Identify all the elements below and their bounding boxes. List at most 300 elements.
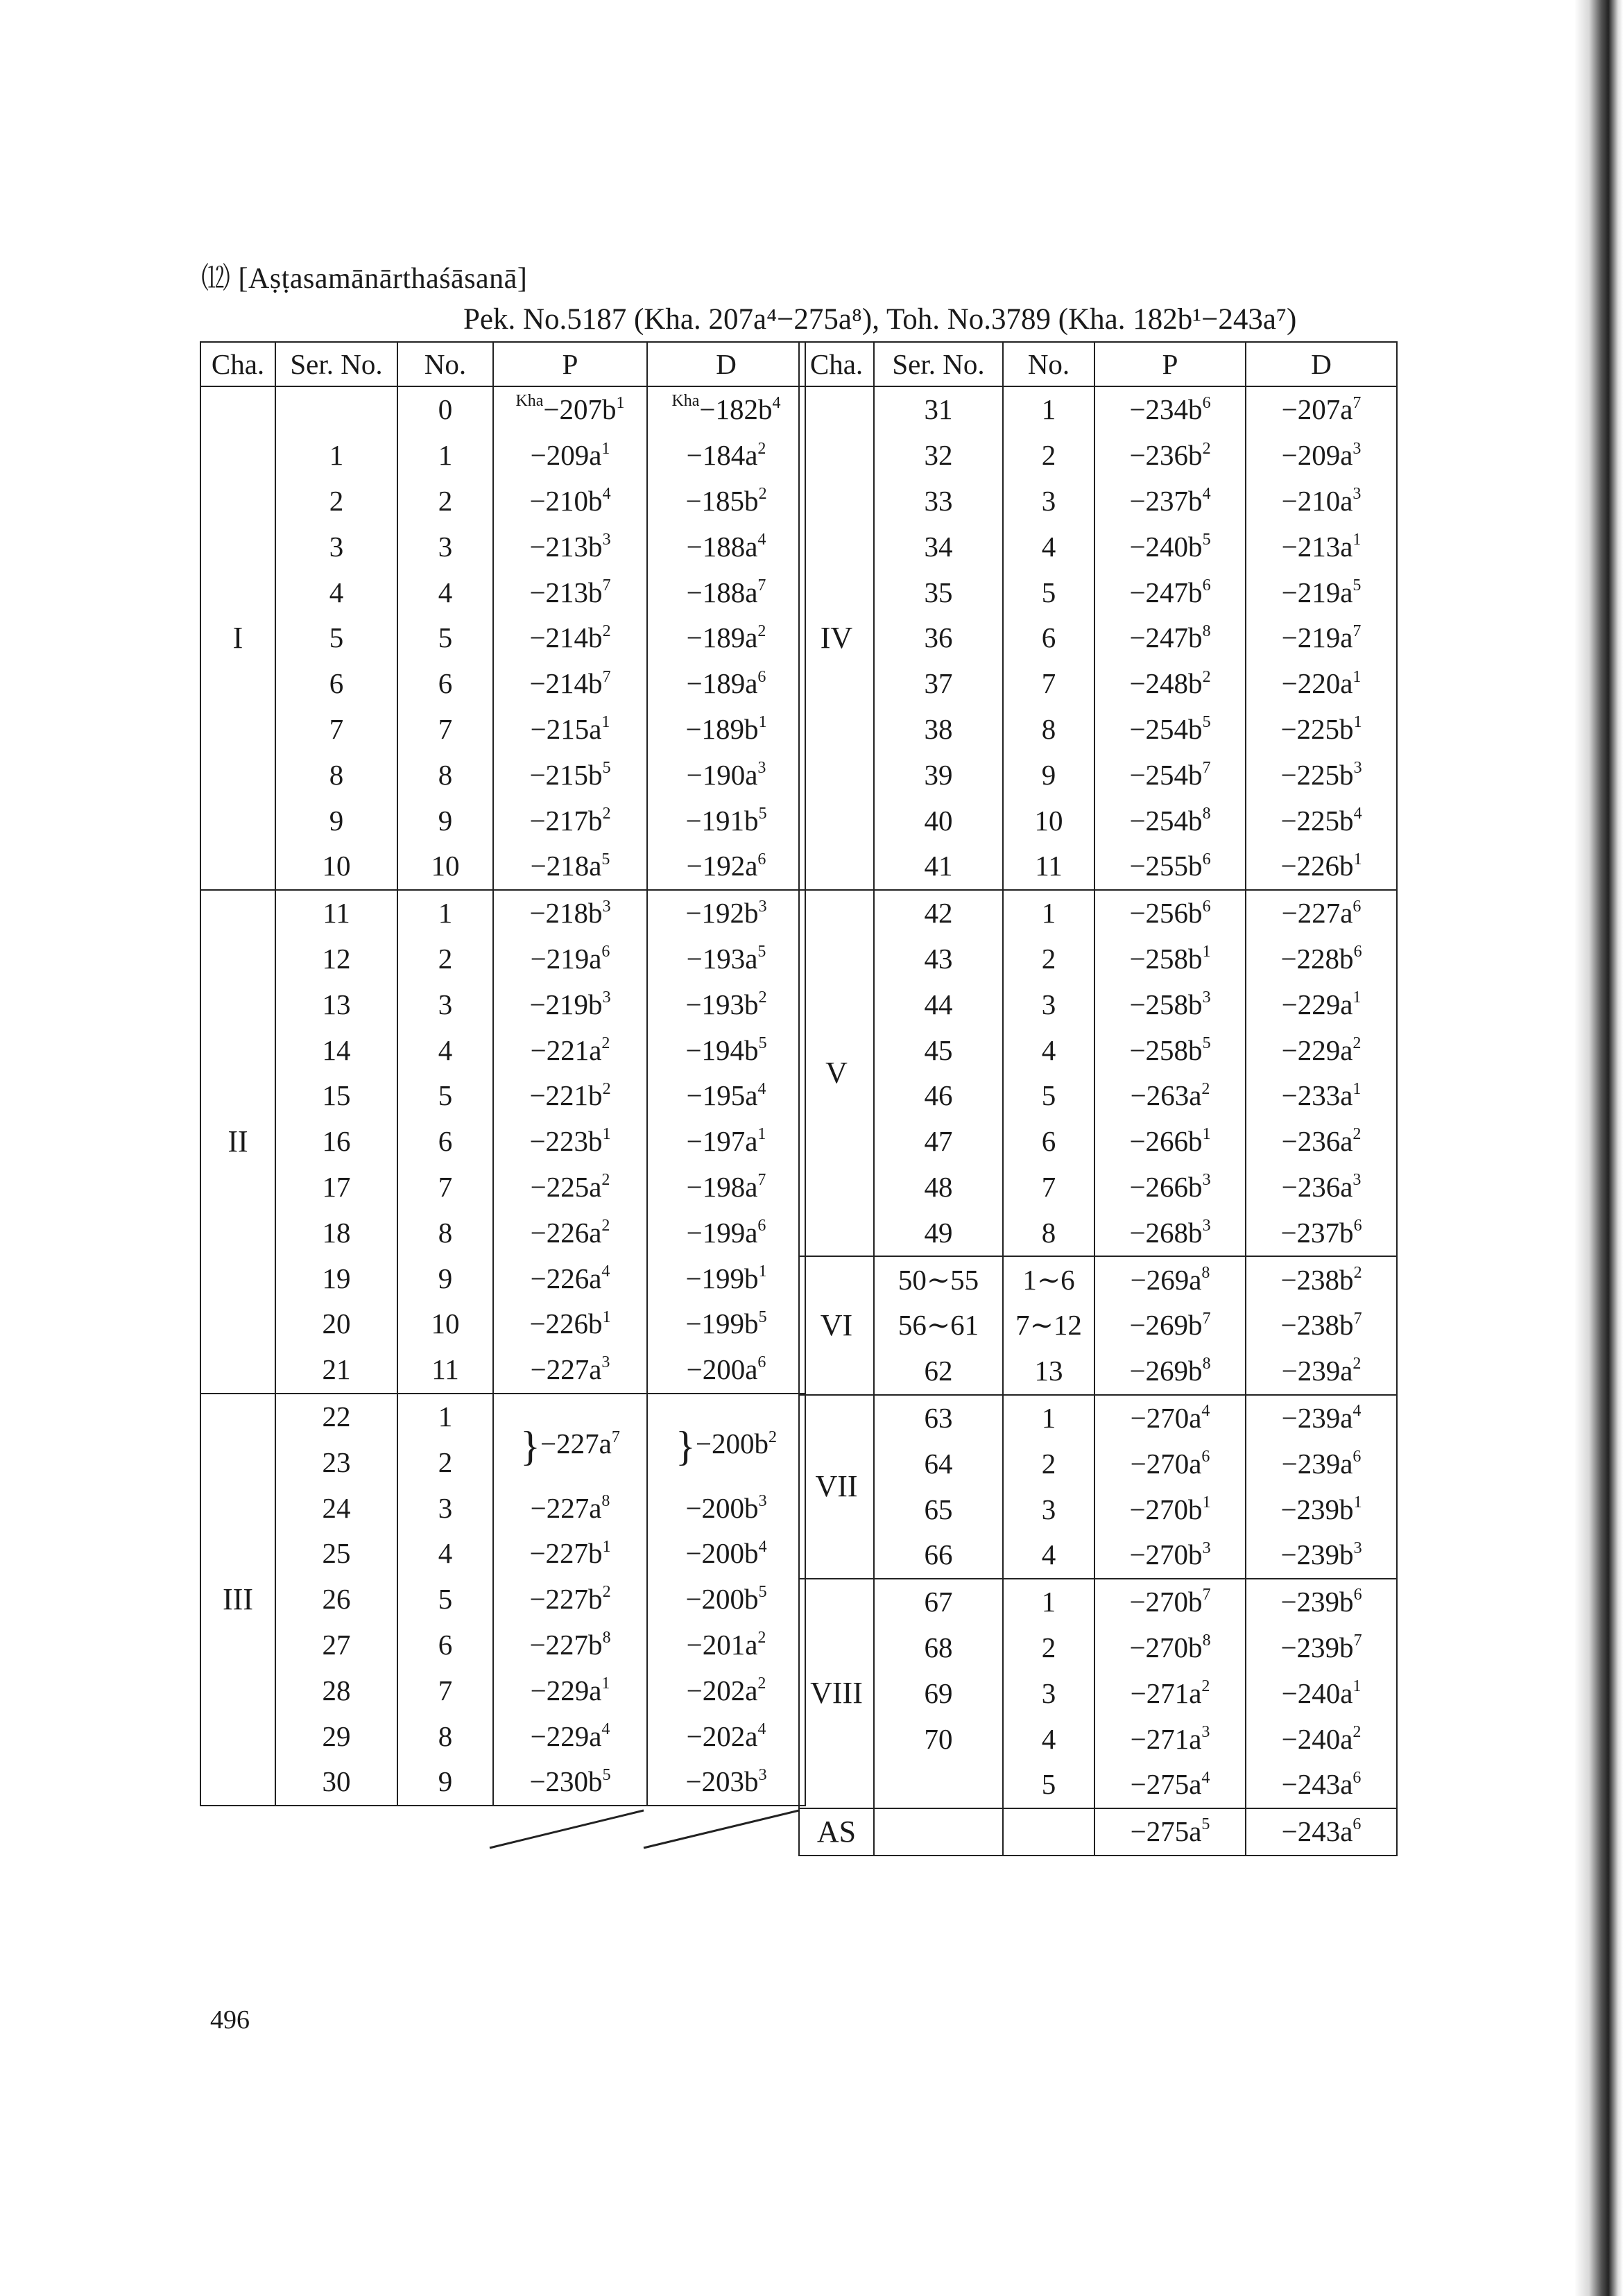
folio-line-superscript: 3 <box>1202 1217 1211 1235</box>
p-ref-cell: $-248b^2$ <box>1094 661 1246 707</box>
ser-no-cell: 49 <box>874 1210 1003 1256</box>
d-ref-cell: $-202a^4$ <box>647 1713 805 1759</box>
no-cell: 1 <box>1003 890 1094 936</box>
folio-line-superscript: 5 <box>1352 576 1362 594</box>
d-ref-cell: $-192b^3$ <box>647 890 805 936</box>
no-cell: 1 <box>1003 386 1094 433</box>
d-ref-cell: $-237b^6$ <box>1246 1210 1397 1256</box>
folio-line-superscript: 4 <box>601 1720 610 1738</box>
folio-line-superscript: 6 <box>1201 1448 1210 1466</box>
folio-line-superscript: 2 <box>601 1217 610 1235</box>
col-header-no: No. <box>1003 342 1094 386</box>
folio-line-superscript: 1 <box>758 1262 767 1280</box>
folio-line-superscript: 3 <box>1201 1722 1210 1741</box>
no-cell: 1 <box>397 1394 493 1440</box>
folio-line-superscript: 1 <box>1352 1677 1362 1696</box>
p-ref-cell: $-275a^4$ <box>1094 1762 1246 1808</box>
d-ref-cell: $-200a^6$ <box>647 1347 805 1394</box>
no-cell: 3 <box>1003 1670 1094 1716</box>
no-cell: 3 <box>397 982 493 1027</box>
p-ref-cell: $-258b^1$ <box>1094 936 1246 982</box>
d-ref-cell: $-209a^3$ <box>1246 433 1397 479</box>
folio-line-superscript: 1 <box>1352 531 1362 549</box>
d-ref-cell: $-239a^4$ <box>1246 1395 1397 1441</box>
chapter-cell: VIII <box>799 1579 874 1808</box>
folio-line-superscript: 5 <box>1202 713 1211 732</box>
folio-line-superscript: 6 <box>757 850 766 868</box>
d-ref-value: $-182b^4$ <box>699 393 781 426</box>
p-ref-cell: $-255b^6$ <box>1094 843 1246 890</box>
d-ref-cell: $-202a^2$ <box>647 1668 805 1713</box>
folio-line-superscript: 5 <box>602 1765 611 1784</box>
ser-no-cell: 27 <box>275 1622 397 1668</box>
no-cell: 6 <box>1003 1119 1094 1165</box>
no-cell: 5 <box>397 615 493 661</box>
p-ref-cell: $-256b^6$ <box>1094 890 1246 936</box>
ser-no-cell: 40 <box>874 798 1003 843</box>
folio-line-superscript: 2 <box>1352 1125 1362 1144</box>
p-ref-cell: $-219b^3$ <box>493 982 647 1027</box>
p-ref-cell: $-226b^1$ <box>493 1301 647 1347</box>
p-ref-cell: $-221b^2$ <box>493 1073 647 1119</box>
ser-no-cell: 15 <box>275 1073 397 1119</box>
ser-no-cell: 42 <box>874 890 1003 936</box>
table-subheading: Pek. No.5187 (Kha. 207a⁴−275a⁸), Toh. No.3789 (Kha. 182b¹−243a⁷) <box>463 303 1297 336</box>
ser-no-cell: 38 <box>874 707 1003 753</box>
p-ref-cell: $-219a^6$ <box>493 936 647 982</box>
d-ref-cell: $-192a^6$ <box>647 843 805 890</box>
d-ref-cell: $-199b^1$ <box>647 1256 805 1301</box>
folio-line-superscript: 5 <box>757 943 766 961</box>
ser-no-cell: 41 <box>874 843 1003 890</box>
folio-line-superscript: 2 <box>1202 667 1211 686</box>
ser-no-cell: 4 <box>275 569 397 615</box>
folio-line-superscript: 2 <box>758 485 767 504</box>
d-ref-cell: $-238b^7$ <box>1246 1303 1397 1348</box>
d-ref-cell: $-190a^3$ <box>647 752 805 798</box>
folio-line-superscript: 1 <box>1353 850 1362 868</box>
ser-no-cell: 23 <box>275 1439 397 1485</box>
folio-line-superscript: 2 <box>602 804 611 823</box>
ser-no-cell: 3 <box>275 524 397 569</box>
no-cell: 0 <box>397 386 493 433</box>
folio-line-superscript: 2 <box>757 1674 766 1693</box>
p-ref-cell: $-229a^1$ <box>493 1668 647 1713</box>
no-cell: 6 <box>397 661 493 707</box>
no-cell: 5 <box>397 1577 493 1622</box>
folio-line-superscript: 1 <box>1352 1079 1362 1098</box>
folio-line-superscript: 4 <box>1201 1768 1210 1787</box>
p-ref-cell: $-266b^1$ <box>1094 1119 1246 1165</box>
no-cell: 7 <box>397 1668 493 1713</box>
folio-line-superscript: 6 <box>1352 1448 1362 1466</box>
no-cell: 10 <box>397 1301 493 1347</box>
folio-line-superscript: 6 <box>1352 1768 1362 1787</box>
folio-line-superscript: 5 <box>1201 1815 1210 1834</box>
no-cell: 1 <box>397 433 493 479</box>
p-ref-cell: $-223b^1$ <box>493 1119 647 1165</box>
ser-no-cell: 18 <box>275 1210 397 1256</box>
no-cell: 7 <box>397 707 493 753</box>
p-ref-cell: $-213b^3$ <box>493 524 647 569</box>
d-ref-value: $-200b^2$ <box>695 1428 777 1460</box>
p-ref-cell: $-218a^5$ <box>493 843 647 890</box>
no-cell: 9 <box>397 798 493 843</box>
d-ref-cell: $-198a^7$ <box>647 1165 805 1210</box>
no-cell: 5 <box>397 1073 493 1119</box>
ser-no-cell: 70 <box>874 1716 1003 1762</box>
no-cell: 3 <box>397 524 493 569</box>
ser-no-cell: 8 <box>275 752 397 798</box>
p-ref-cell: $-268b^3$ <box>1094 1210 1246 1256</box>
p-ref-cell: $-226a^2$ <box>493 1210 647 1256</box>
col-header-d: D <box>1246 342 1397 386</box>
p-ref-cell: $-213b^7$ <box>493 569 647 615</box>
folio-line-superscript: 6 <box>1353 1217 1362 1235</box>
p-ref-cell: $-254b^5$ <box>1094 707 1246 753</box>
p-ref-cell: $-270b^1$ <box>1094 1487 1246 1532</box>
ser-no-cell: 14 <box>275 1027 397 1073</box>
d-ref-cell: $-184a^2$ <box>647 433 805 479</box>
chapter-cell: V <box>799 890 874 1256</box>
ser-no-cell: 25 <box>275 1531 397 1577</box>
p-ref-cell: $-209a^1$ <box>493 433 647 479</box>
ser-no-cell: 67 <box>874 1579 1003 1625</box>
folio-line-superscript: 1 <box>602 1537 611 1556</box>
folio-line-superscript: 7 <box>1352 622 1362 640</box>
folio-line-superscript: 6 <box>1353 1586 1362 1604</box>
col-header-p: P <box>493 342 647 386</box>
no-cell: 8 <box>397 1713 493 1759</box>
col-header-cha: Cha. <box>200 342 275 386</box>
folio-line-superscript: 7 <box>1202 759 1211 778</box>
merge-brace: } <box>676 1423 696 1470</box>
d-ref-cell: $-219a^7$ <box>1246 615 1397 661</box>
no-cell: 2 <box>397 936 493 982</box>
no-cell: 8 <box>397 1210 493 1256</box>
d-ref-cell: $-236a^3$ <box>1246 1165 1397 1210</box>
d-ref-cell: $-185b^2$ <box>647 479 805 524</box>
d-ref-cell: $-239a^6$ <box>1246 1441 1397 1487</box>
no-cell: 6 <box>397 1622 493 1668</box>
ser-no-cell: 56∼61 <box>874 1303 1003 1348</box>
folio-line-superscript: 3 <box>602 988 611 1007</box>
folio-line-superscript: 8 <box>602 1629 611 1647</box>
folio-line-superscript: 6 <box>1352 897 1362 916</box>
folio-line-superscript: 2 <box>602 1583 611 1602</box>
no-cell: 1∼6 <box>1003 1256 1094 1303</box>
folio-line-superscript: 1 <box>757 1125 766 1144</box>
no-cell: 9 <box>397 1759 493 1806</box>
folio-line-superscript: 4 <box>1202 485 1211 504</box>
folio-line-superscript: 3 <box>1352 1171 1362 1190</box>
ser-no-cell: 62 <box>874 1348 1003 1395</box>
folio-line-superscript: 4 <box>1352 1402 1362 1421</box>
chapter-cell: VI <box>799 1256 874 1394</box>
no-cell: 5 <box>1003 1762 1094 1808</box>
d-ref-cell: $-239b^6$ <box>1246 1579 1397 1625</box>
folio-line-superscript: 6 <box>757 1353 766 1372</box>
folio-line-superscript: 1 <box>616 393 625 412</box>
folio-line-superscript: 2 <box>768 1428 777 1446</box>
col-header-d: D <box>647 342 805 386</box>
folio-line-superscript: 7 <box>1352 393 1362 412</box>
folio-line-superscript: 4 <box>1201 1402 1210 1421</box>
folio-line-superscript: 3 <box>1202 1539 1211 1557</box>
no-cell: 2 <box>1003 936 1094 982</box>
folio-line-superscript: 6 <box>1353 943 1362 961</box>
p-ref-cell: $-254b^8$ <box>1094 798 1246 843</box>
folio-line-superscript: 1 <box>601 1674 610 1693</box>
p-ref-cell: $-263a^2$ <box>1094 1073 1246 1119</box>
folio-line-superscript: 6 <box>601 943 610 961</box>
folio-line-superscript: 6 <box>1202 393 1211 412</box>
p-ref-cell: $-226a^4$ <box>493 1256 647 1301</box>
folio-line-superscript: 4 <box>601 1262 610 1280</box>
p-ref-cell: $-237b^4$ <box>1094 479 1246 524</box>
ser-no-cell: 34 <box>874 524 1003 569</box>
folio-line-superscript: 5 <box>602 759 611 778</box>
folio-line-superscript: 1 <box>602 1308 611 1326</box>
folio-line-superscript: 6 <box>757 1217 766 1235</box>
folio-line-superscript: 1 <box>1353 713 1362 732</box>
d-ref-cell: $-200b^5$ <box>647 1577 805 1622</box>
col-header-ser-no: Ser. No. <box>874 342 1003 386</box>
d-ref-cell: $-197a^1$ <box>647 1119 805 1165</box>
folio-line-superscript: 2 <box>758 988 767 1007</box>
folio-line-superscript: 5 <box>758 1308 767 1326</box>
no-cell: 9 <box>397 1256 493 1301</box>
folio-line-superscript: 1 <box>1353 1493 1362 1511</box>
folio-line-superscript: 4 <box>772 393 781 412</box>
folio-line-superscript: 7 <box>611 1428 620 1446</box>
d-ref-cell: $-240a^1$ <box>1246 1670 1397 1716</box>
d-ref-cell: $-227a^6$ <box>1246 890 1397 936</box>
d-ref-cell: $-189b^1$ <box>647 707 805 753</box>
d-ref-cell: $-203b^3$ <box>647 1759 805 1806</box>
p-ref-cell: $-270a^6$ <box>1094 1441 1246 1487</box>
d-ref-cell: $-225b^4$ <box>1246 798 1397 843</box>
folio-line-superscript: 1 <box>1352 667 1362 686</box>
chapter-cell: I <box>200 386 275 890</box>
p-ref-cell: $-270b^3$ <box>1094 1532 1246 1579</box>
p-ref-cell: $-210b^4$ <box>493 479 647 524</box>
folio-line-superscript: 4 <box>757 1079 766 1098</box>
p-ref-cell: $-227a^3$ <box>493 1347 647 1394</box>
no-cell: 4 <box>397 1531 493 1577</box>
no-cell: 2 <box>397 479 493 524</box>
kha-prefix: Kha <box>515 392 544 411</box>
ser-no-cell: 35 <box>874 569 1003 615</box>
ser-no-cell: 36 <box>874 615 1003 661</box>
no-cell: 2 <box>1003 1441 1094 1487</box>
p-ref-cell: $-225a^2$ <box>493 1165 647 1210</box>
col-header-cha: Cha. <box>799 342 874 386</box>
p-ref-cell: $-229a^4$ <box>493 1713 647 1759</box>
ser-no-cell: 46 <box>874 1073 1003 1119</box>
folio-line-superscript: 3 <box>1353 1539 1362 1557</box>
d-ref-cell: $-228b^6$ <box>1246 936 1397 982</box>
p-ref-cell: $-227b^2$ <box>493 1577 647 1622</box>
table-heading: ⑿ [Aṣṭasamānārthaśāsanā] <box>201 263 528 295</box>
ser-no-cell: 33 <box>874 479 1003 524</box>
folio-line-superscript: 1 <box>601 713 610 732</box>
no-cell: 5 <box>1003 569 1094 615</box>
col-header-p: P <box>1094 342 1246 386</box>
no-cell: 7 <box>1003 661 1094 707</box>
folio-line-superscript: 4 <box>1353 804 1362 823</box>
folio-line-superscript: 8 <box>1202 1631 1211 1650</box>
folio-line-superscript: 7 <box>602 576 611 594</box>
p-ref-cell: $-227b^1$ <box>493 1531 647 1577</box>
folio-line-superscript: 2 <box>601 1171 610 1190</box>
folio-line-superscript: 2 <box>1352 1722 1362 1741</box>
d-ref-cell: $-225b^1$ <box>1246 707 1397 753</box>
no-cell: 13 <box>1003 1348 1094 1395</box>
ser-no-cell: 26 <box>275 1577 397 1622</box>
folio-line-superscript: 5 <box>1202 531 1211 549</box>
no-cell: 3 <box>397 1485 493 1531</box>
d-ref-cell: $-191b^5$ <box>647 798 805 843</box>
merge-brace: } <box>520 1423 540 1470</box>
p-ref-value: $-227a^7$ <box>540 1428 620 1460</box>
p-ref-cell: $-234b^6$ <box>1094 386 1246 433</box>
ser-no-cell: 9 <box>275 798 397 843</box>
folio-line-superscript: 3 <box>1202 1171 1211 1190</box>
p-ref-cell: $-215a^1$ <box>493 707 647 753</box>
folio-line-superscript: 7 <box>1353 1309 1362 1328</box>
d-ref-cell: $-229a^2$ <box>1246 1027 1397 1073</box>
d-ref-cell: $-233a^1$ <box>1246 1073 1397 1119</box>
ser-no-cell: 32 <box>874 433 1003 479</box>
no-cell: 2 <box>397 1439 493 1485</box>
d-ref-cell: $-240a^2$ <box>1246 1716 1397 1762</box>
p-ref-cell: $-271a^3$ <box>1094 1716 1246 1762</box>
d-ref-cell: $-243a^6$ <box>1246 1808 1397 1856</box>
folio-line-superscript: 6 <box>1202 897 1211 916</box>
folio-line-superscript: 3 <box>601 1353 610 1372</box>
p-ref-cell: $-258b^5$ <box>1094 1027 1246 1073</box>
d-ref-cell: $-243a^6$ <box>1246 1762 1397 1808</box>
no-cell: 4 <box>1003 1716 1094 1762</box>
d-ref-cell: $-239b^1$ <box>1246 1487 1397 1532</box>
ser-no-cell: 12 <box>275 936 397 982</box>
p-ref-cell: $-269b^7$ <box>1094 1303 1246 1348</box>
ser-no-cell: 43 <box>874 936 1003 982</box>
ser-no-cell: 45 <box>874 1027 1003 1073</box>
ser-no-cell: 10 <box>275 843 397 890</box>
d-ref-cell: $-238b^2$ <box>1246 1256 1397 1303</box>
d-ref-cell: $-189a^2$ <box>647 615 805 661</box>
folio-line-superscript: 1 <box>1352 988 1362 1007</box>
p-ref-cell: $-217b^2$ <box>493 798 647 843</box>
ser-no-cell: 64 <box>874 1441 1003 1487</box>
folio-line-superscript: 2 <box>1352 1355 1362 1373</box>
folio-line-superscript: 3 <box>602 531 611 549</box>
d-ref-cell: $-210a^3$ <box>1246 479 1397 524</box>
ser-no-cell: 22 <box>275 1394 397 1440</box>
folio-line-superscript: 2 <box>757 622 766 640</box>
no-cell: 10 <box>1003 798 1094 843</box>
kha-prefix: Kha <box>671 392 700 411</box>
no-cell: 4 <box>397 569 493 615</box>
folio-line-superscript: 1 <box>601 439 610 458</box>
no-cell: 1 <box>1003 1395 1094 1441</box>
no-cell: 6 <box>397 1119 493 1165</box>
no-cell: 3 <box>1003 1487 1094 1532</box>
folio-line-superscript: 2 <box>602 622 611 640</box>
p-ref-cell: $-269b^8$ <box>1094 1348 1246 1395</box>
ser-no-cell: 6 <box>275 661 397 707</box>
col-header-ser-no: Ser. No. <box>275 342 397 386</box>
folio-line-superscript: 6 <box>1202 850 1211 868</box>
ser-no-cell: 66 <box>874 1532 1003 1579</box>
p-ref-cell: $-236b^2$ <box>1094 433 1246 479</box>
chapter-cell: III <box>200 1394 275 1806</box>
no-cell: 4 <box>397 1027 493 1073</box>
chapter-cell: IV <box>799 386 874 890</box>
chapter-cell: II <box>200 890 275 1394</box>
d-ref-cell: $-188a^4$ <box>647 524 805 569</box>
no-cell: 2 <box>1003 1625 1094 1671</box>
ser-no-cell: 30 <box>275 1759 397 1806</box>
p-ref-cell: $-247b^8$ <box>1094 615 1246 661</box>
folio-line-superscript: 8 <box>1202 622 1211 640</box>
p-ref-cell: $-275a^5$ <box>1094 1808 1246 1856</box>
ser-no-cell: 65 <box>874 1487 1003 1532</box>
ser-no-cell: 1 <box>275 433 397 479</box>
p-ref-cell: $-214b^7$ <box>493 661 647 707</box>
p-ref-cell: $-230b^5$ <box>493 1759 647 1806</box>
folio-line-superscript: 4 <box>757 531 766 549</box>
folio-line-superscript: 5 <box>758 1583 767 1602</box>
p-ref-cell: $-270b^8$ <box>1094 1625 1246 1671</box>
folio-line-superscript: 7 <box>602 667 611 686</box>
ser-no-cell: 16 <box>275 1119 397 1165</box>
ser-no-cell: 39 <box>874 752 1003 798</box>
no-cell: 4 <box>1003 1532 1094 1579</box>
no-cell: 11 <box>1003 843 1094 890</box>
d-ref-cell: $-239b^7$ <box>1246 1625 1397 1671</box>
d-ref-cell: $-199a^6$ <box>647 1210 805 1256</box>
d-ref-cell: $-207a^7$ <box>1246 386 1397 433</box>
folio-line-superscript: 7 <box>757 1171 766 1190</box>
no-cell: 3 <box>1003 479 1094 524</box>
folio-line-superscript: 3 <box>1352 439 1362 458</box>
folio-line-superscript: 2 <box>1352 1034 1362 1052</box>
d-ref-cell: $-229a^1$ <box>1246 982 1397 1027</box>
no-cell: 4 <box>1003 1027 1094 1073</box>
ser-no-cell: 5 <box>275 615 397 661</box>
folio-line-superscript: 4 <box>758 1537 767 1556</box>
no-cell: 3 <box>1003 982 1094 1027</box>
p-ref-cell: $-254b^7$ <box>1094 752 1246 798</box>
folio-line-superscript: 3 <box>757 759 766 778</box>
folio-line-superscript: 2 <box>757 1629 766 1647</box>
no-cell: 8 <box>1003 1210 1094 1256</box>
no-cell: 4 <box>1003 524 1094 569</box>
d-ref-cell: $-239b^3$ <box>1246 1532 1397 1579</box>
d-ref-cell: $-194b^5$ <box>647 1027 805 1073</box>
ser-no-cell: 2 <box>275 479 397 524</box>
d-ref-cell: $-193b^2$ <box>647 982 805 1027</box>
d-ref-cell: $-236a^2$ <box>1246 1119 1397 1165</box>
no-cell: 2 <box>1003 433 1094 479</box>
d-ref-cell: $-200b^3$ <box>647 1485 805 1531</box>
ser-no-cell: 21 <box>275 1347 397 1394</box>
folio-line-superscript: 1 <box>758 713 767 732</box>
no-cell: 7∼12 <box>1003 1303 1094 1348</box>
